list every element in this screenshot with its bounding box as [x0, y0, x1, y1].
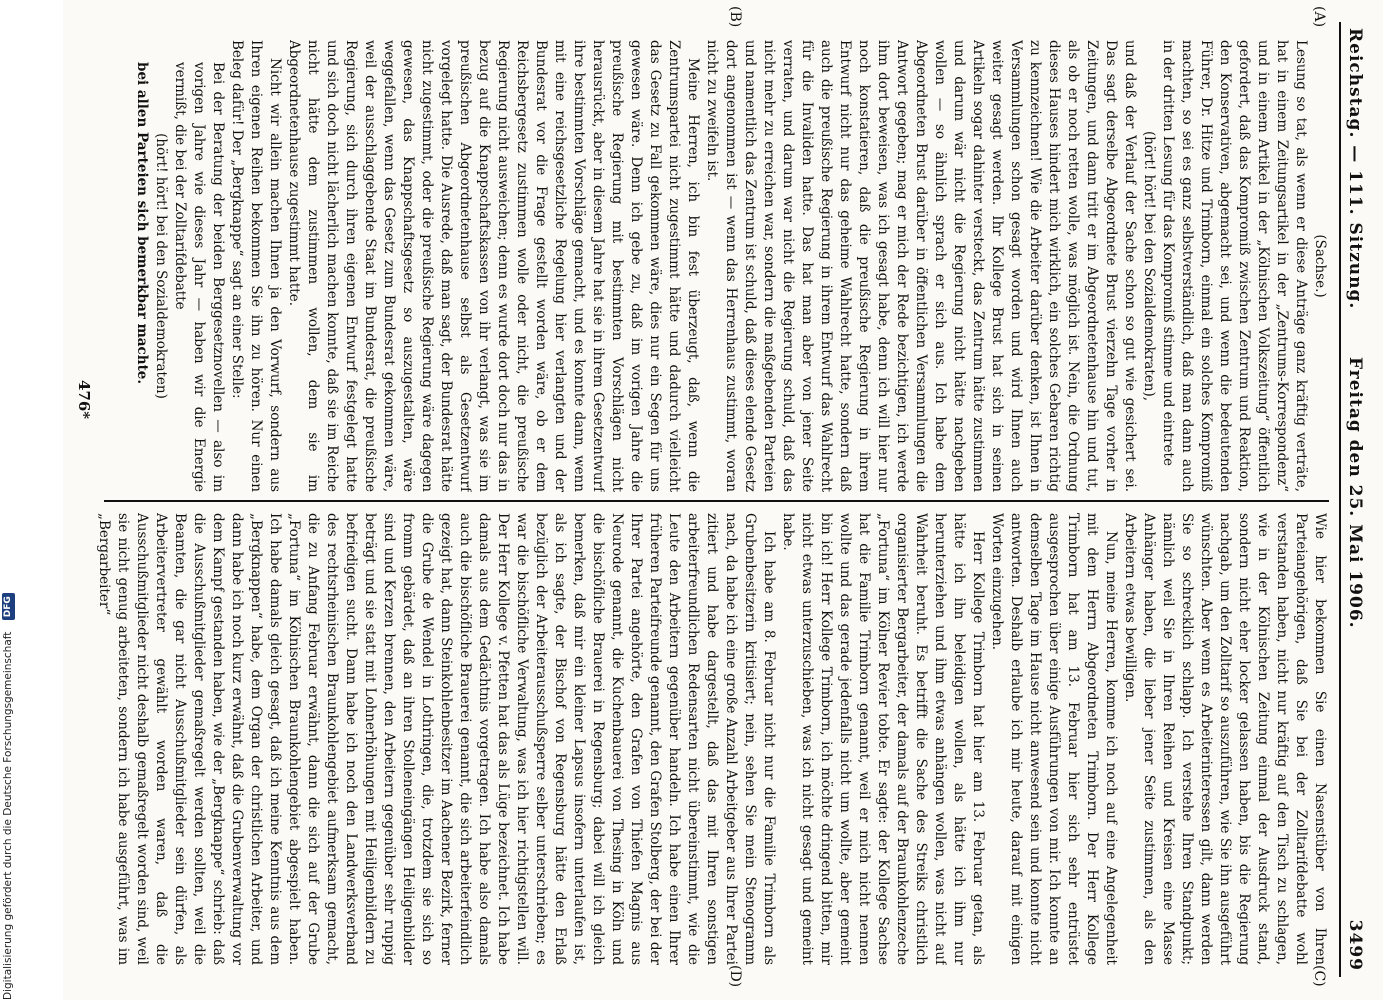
margin-letter-d: (D): [727, 965, 743, 988]
paragraph: (hört! hört! bei den Sozialdemokraten): [153, 133, 169, 399]
page-footer-mark: 476*: [75, 380, 93, 420]
paragraph: bei allen Parteien sich bemerkbar machte.: [134, 62, 150, 385]
paragraph: (Sachse.): [1312, 234, 1328, 298]
paragraph: (hört! hört! bei den Sozialdemokraten),: [1141, 130, 1157, 402]
scanned-page: [63, 0, 1383, 1000]
right-column: [89, 513, 1329, 965]
left-column: [89, 40, 1329, 492]
margin-letter-a: (A): [1311, 6, 1327, 28]
paragraph: und daß der Verlauf der Sache schon so gut wie gesichert sei. Das sagt derselbe Abgeordnete Brust vierzehn Tage vorher in Zeitungen, und dann tritt er im Abgeordnetenhause hin und tut, als ob er noch retten wolle, was möglich ist. Nein, die Ordnung dieses Hauses hindert mich wirklich, ein solches Gebaren richtig zu kennzeichnen! Wie die Arbeiter darüber denken, ist Ihnen in Versammlungen schon gesagt worden und wird Ihnen auch weiter gesagt werden. Ihr Kollege Brust hat sich in seinen Artikeln sogar dahinter versteckt, das Zentrum hätte zustimmen und darum wär nicht die Regierung nicht hätte nachgeben wollen — so ähnlich sprach er sich aus. Ich habe dem Abgeordneten Brust darüber in öffentlichen Versammlungen die Antwort gegeben; mag er mich der Rede bezichtigen, ich werde ihm dort beweisen, was ich gesagt habe, denn ich will hier nur noch konstatieren, daß die preußische Regierung in ihrem Entwurf nicht nur das geheime Wahlrecht hatte, sondern daß auch die preußische Regierung in ihrem Entwurf das Wahlrecht für die Invaliden hatte. Das hat man aber von jener Seite verraten, und darum war nicht die Regierung schuld, daß das nicht mehr zu erreichen war, sondern die maßgebenden Parteien und namentlich das Zentrum ist schuld, daß dieses elende Gesetz dort angenommen ist — wenn das Herrenhaus zustimmt, woran nicht zu zweifeln ist.: [704, 40, 1138, 492]
digitization-credit: [2, 0, 18, 1000]
paragraph: Wie hier bekommen Sie einen Nasenstüber von Ihren Parteiangehörigen, daß Sie bei der Zolltarifdebatte wohl verstanden haben, nicht nur kräftig auf den Tisch zu schlagen, wie in der Kölnischen Zeitung einmal der Ausdruck stand, sondern nicht eher locker gelassen haben, bis die Regierung nachgab, um den Zolltarif so auszuführen, wie Sie ihn ausgeführt wünschten. Aber wenn es Arbeiterinteressen gilt, dann werden Sie so schrecklich schlapp. Ich verstehe Ihren Standpunkt; nämlich weil Sie in Ihren Reihen und Kreisen eine Masse Anhänger haben, die lieber jener Seite zustimmen, als den Arbeitern etwas bewilligen.: [1122, 513, 1328, 965]
dfg-logo: DFG: [2, 593, 15, 620]
column-divider: [104, 500, 1329, 502]
paragraph: Nun, meine Herren, komme ich noch auf eine Angelegenheit mit dem Herrn Abgeordneten Trimborn. Der Herr Kollege Trimborn hat am 13. Februar hier sich sehr entrüstet ausgesprochen über einige Ausführungen von mir. Ich konnte an demselben Tage im Hause nicht anwesend sein und konnte nicht antworten. Deshalb erlaube ich mir heute, darauf mit einigen Worten einzugehen.: [989, 513, 1119, 965]
paragraph: Bei der Beratung der beiden Berggesetznovellen — also im vorigen Jahre wie dieses Jahr — haben wir die Energie vermißt, die bei der Zolltarifdebatte: [172, 62, 226, 492]
header-left: Reichstag. — 111. Sitzung.: [1345, 28, 1365, 310]
paragraph: Herr Kollege Trimborn hat hier am 13. Februar getan, als hätte ich ihn beleidigen wollen, als hätte ich ihm nur herunterziehen und ihm etwas anhängen wollen, was nicht auf Wahrheit beruht. Es betrifft die Sache des Streiks christlich organisierter Bergarbeiter, der damals auf der Braunkohlenzeche „Fortuna“ im Kölner Revier tobte. Er sagte: der Kollege Sachse hat die Familie Trimborn genannt, weil er mich nicht nennen wollte und das gerade jedenfalls nicht um wollte, aber gemeint bin ich! Herr Kollege Trimborn, ich möchte dringend bitten, mir nicht etwas unterzuschieben, was ich nicht gesagt und gemeint habe.: [780, 513, 986, 965]
paragraph: Ich habe am 8. Februar nicht nur die Familie Trimborn als Grubenbesitzerin kritisiert; nein, sehen Sie mein Stenogramm nach, da habe ich eine große Anzahl Arbeitgeber aus Ihrer Partei zitiert und habe dargestellt, daß das mit Ihren sonstigen arbeiterfreundlichen Redensarten nicht übereinstimmt, wie die Leute den Arbeitern gegenüber handeln. Ich habe einen Ihrer früheren Parteifreunde genannt, den Grafen Stolberg, der bei der Ihrer Partei angehörte, den Grafen von Thiefen Magnis aus Neurode genannt, die Kuchenbauerei von Thesing in Köln und die bischöfliche Brauerei in Regensburg; dabei will ich gleich bemerken, daß mir ein kleiner Lapsus insofern unterlaufen ist, als ich sagte, der Bischof von Regensburg hätte den Erlaß bezüglich der Arbeiterausschußsperre selber unterschrieben; es war die bischöfliche Verwaltung, was ich hier richtigstellen will. Der Herr Kollege v. Pfetten hat das als Lüge bezeichnet. Ich habe damals aus dem Gedächtnis vorgetragen. Ich habe also damals auch die bischöfliche Brauerei genannt, die sich arbeiterfeindlich gezeigt hat, dann Steinkohlenbesitzer im Aachener Bezirk, ferner die Grube de Wendel in Lothringen, die, trotzdem sie sich so fromm gebärdet, daß an ihren Stolleneingängen Heiligenbilder sind und Kerzen brennen, den Arbeitern gegenüber sehr ruppig beträgt und sie statt mit Lohnerhöhungen mit Heiligenbildern zu befriedigen sucht. Dann habe ich noch den Landwerksverband des rechtsrheinischen Braunkohlengebiet aufmerksam gemacht, die zu Anfang Februar erwähnt, dann die sich auf der Grube „Fortuna“ im Kölnischen Braunkohlengebiet abgespielt haben. Ich habe damals gleich gesagt, daß ich meine Kenntnis aus dem „Bergknappen“ habe, dem Organ der christlichen Arbeiter, und dann habe ich noch kurz erwähnt, daß die Grubenverwaltung vor dem Kampf gestanden haben, wie der „Bergknappe“ schrieb: daß die Ausschußmitglieder gemaßregelt werden sollten, weil die Beamten, die gar nicht Ausschußmitglieder sein dürfen, als Arbeitervertreter gewählt worden waren, daß die Ausschußmitglieder nicht deshalb gemaßregelt worden sind, weil sie nicht genug arbeiteten, sondern ich habe ausgeführt, was im „Bergarbeiter“: [96, 513, 777, 965]
header-date: Freitag den 25. Mai 1906.: [1345, 357, 1365, 629]
paragraph: Nicht wir allein machen Ihnen ja den Vorwurf, sondern aus Ihren eigenen Reihen bekommen Sie ihn zu hören. Nur einen Beleg dafür! Der „Bergknappe“ sagt an einer Stelle:: [229, 40, 283, 492]
page-number: 3499: [1345, 919, 1365, 971]
margin-letter-b: (B): [727, 6, 743, 28]
page-header: [1339, 22, 1371, 977]
paragraph: Meine Herren, ich bin fest überzeugt, daß, wenn die Zentrumspartei nicht zugestimmt hätte und dadurch vielleicht das Gesetz zu Fall gekommen wäre, dies nur ein Segen für uns gewesen wäre. Denn ich gebe zu, daß im vorigen Jahre die preußische Regierung mit bestimmten Vorschlägen nicht herausrückt, aber in diesem Jahre hat sie in ihrem Gesetzentwurf ihre bestimmten Vorschläge gemacht, und es konnte dann, wenn mit eine reichsgesetzliche Regelung hier verlangten und der Bundesrat vor die Frage gestellt worden wäre, ob er dem Reichsbergesetz zustimmen wolle oder nicht, die preußische Regierung nicht ausweichen; denn es wurde dort doch nur das in bezug auf die Knappschaftskassen von ihr verlangt, was sie im preußischen Abgeordnetenhause selbst als Gesetzentwurf vorgelegt hatte. Die Ausrede, daß man sagt, der Bundesrat hätte nicht zugestimmt, oder die preußische Regierung wäre dagegen gewesen, das Knappschaftsgesetz so auszugestalten, wäre weggefallen, wenn das Gesetz zum Bundesrat gekommen wäre, weil der ausschlaggebende Staat im Bundesrat, die preußische Regierung, sich durch ihren eigenen Entwurf festgelegt hatte und sich doch nicht lächerlich machen konnte, daß sie im Reiche nicht hätte dem zustimmen wollen, dem sie im Abgeordnetenhause zugestimmt hatte.: [286, 40, 701, 492]
paragraph: Lesung so tat, als wenn er diese Anträge ganz kräftig verträte, hat in einem Zeitungsartikel in der „Zentrums-Korrespondenz“ und in einem Artikel in der „Kölnischen Volkszeitung“ öffentlich gefordert, daß das Kompromiß zwischen Zentrum und Reaktion, den Konservativen, abgemacht sei, und wenn die bedeutenden Führer, Dr. Hitze und Trimborn, einmal ein solches Kompromiß machten, so sei es ganz selbstverständlich, daß man dann auch in der dritten Lesung für das Kompromiß stimme und eintrete: [1160, 40, 1309, 492]
margin-letter-c: (C): [1311, 965, 1327, 987]
credit-text: Digitalisierung gefördert durch die Deutsche Forschungsgemeinschaft: [2, 631, 14, 1000]
